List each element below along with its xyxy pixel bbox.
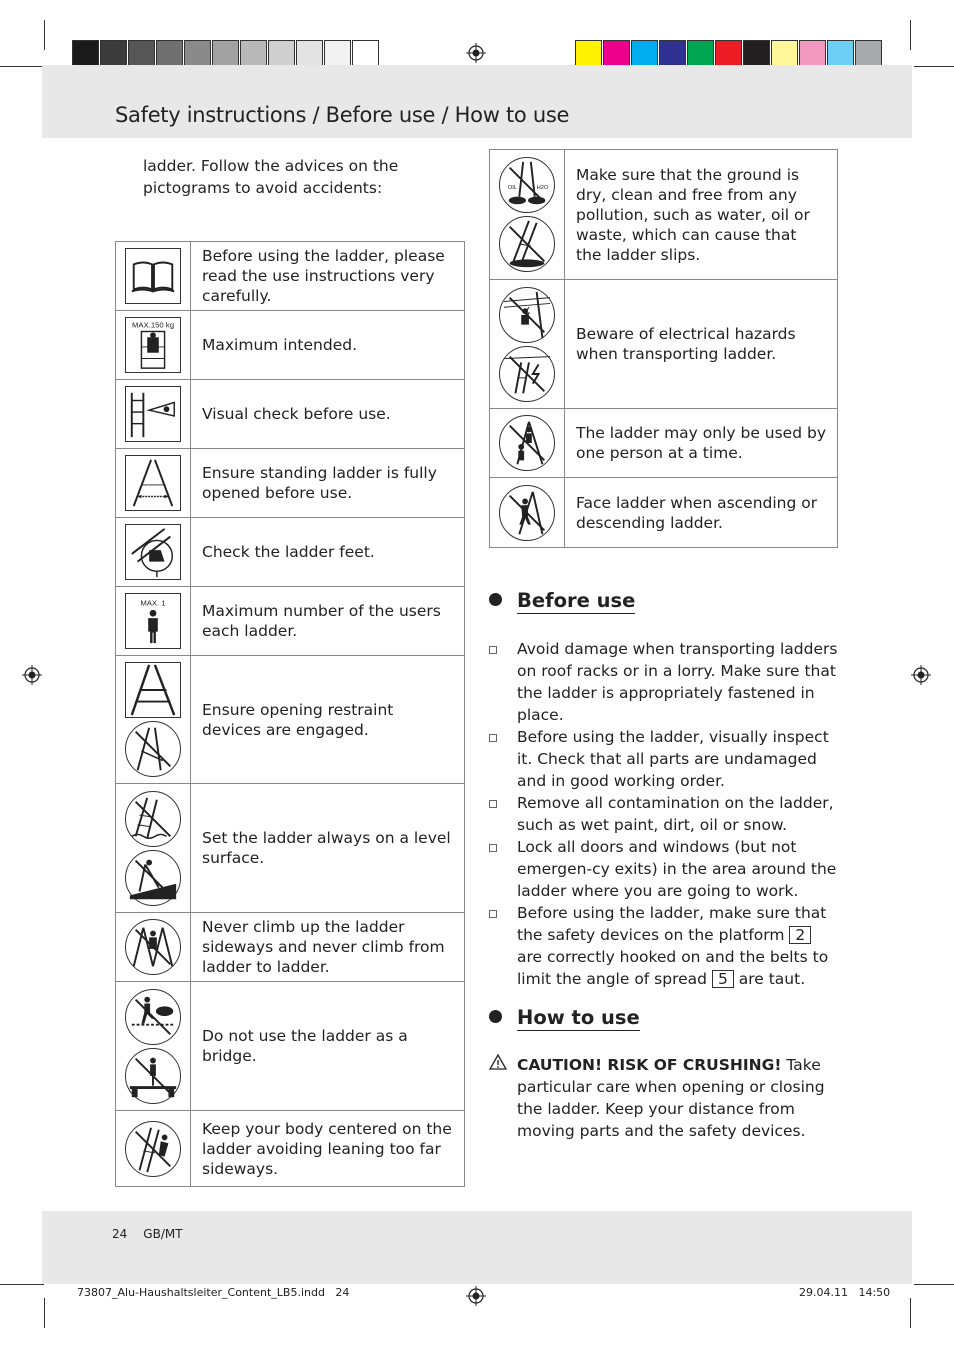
pictogram-description: Set the ladder always on a level surface. [191,784,465,913]
slope-prohibited-icon [125,850,181,906]
restraint-ok-icon [125,662,181,718]
list-item: Avoid damage when transporting ladders on roof racks or in a lorry. Make sure that the ladder is appropriately fastened in place. [489,638,839,726]
color-swatch [715,40,742,68]
page-footer [112,1227,183,1241]
table-row [116,913,465,982]
color-swatch [240,40,267,68]
pictogram-description: Ensure standing ladder is fully opened before use. [191,449,465,518]
max-users-icon [125,593,181,649]
back-facing-prohibited-icon [499,485,555,541]
pictogram-description: Face ladder when ascending or descending ladder. [565,478,838,548]
sideways-prohibited-icon [125,919,181,975]
color-swatch [743,40,770,68]
visual-check-icon [125,386,181,442]
pictogram-description: Make sure that the ground is dry, clean and free from any pollution, such as water, oil or waste, which can cause that the ladder slips. [565,150,838,280]
crop-mark [914,66,954,67]
table-row [116,311,465,380]
table-row [490,150,838,280]
part-reference: 2 [789,926,811,944]
pictogram-table-left [115,241,465,1187]
checkbox-square-icon [489,844,497,852]
color-swatch [212,40,239,68]
crop-mark [910,1298,911,1328]
pictogram-description: Visual check before use. [191,380,465,449]
book-icon [125,248,181,304]
uneven-ground-prohibited-icon [125,791,181,847]
color-swatch [631,40,658,68]
page-number: 24 [112,1227,128,1241]
color-swatch [771,40,798,68]
color-swatch [184,40,211,68]
caution-paragraph: CAUTION! RISK OF CRUSHING! Take particular care when opening or closing the ladder. Keep your distance from moving parts and the safety devices. [489,1054,839,1142]
process-color-bar [575,40,883,68]
max-users-label: MAX. 1 [140,598,166,608]
pictogram-description: Keep your body centered on the ladder avoiding leaning too far sideways. [191,1111,465,1187]
section-heading-before-use: Before use [489,589,635,612]
crop-mark [914,1284,954,1285]
color-swatch [128,40,155,68]
crop-mark [44,1298,45,1328]
opened-ladder-icon [125,455,181,511]
table-row [116,449,465,518]
pictogram-description: Check the ladder feet. [191,518,465,587]
color-swatch [687,40,714,68]
slug-filename: 73807_Alu-Haushaltsleiter_Content_LB5.indd 24 [77,1286,350,1299]
color-swatch [296,40,323,68]
color-swatch [156,40,183,68]
color-swatch [324,40,351,68]
registration-mark-icon [466,43,486,63]
max-load-icon [125,317,181,373]
registration-mark-icon [22,665,42,685]
crop-mark [0,1284,44,1285]
table-row [490,280,838,409]
table-row [116,518,465,587]
checkbox-square-icon [489,734,497,742]
color-swatch [575,40,602,68]
table-row [116,982,465,1111]
pictogram-description: Before using the ladder, please read the use instructions very carefully. [191,242,465,311]
bullet-dot-icon [489,593,502,606]
pictogram-description: Maximum intended. [191,311,465,380]
warning-triangle-icon [489,1054,507,1076]
color-swatch [100,40,127,68]
ladder-feet-icon [125,524,181,580]
two-persons-prohibited-icon [499,415,555,471]
pictogram-description: Do not use the ladder as a bridge. [191,982,465,1111]
table-row [116,656,465,784]
color-swatch [799,40,826,68]
bridge-prohibited-icon [125,989,181,1045]
list-item: Before using the ladder, visually inspect it. Check that all parts are undamaged and in good working order. [489,726,839,792]
table-row [116,587,465,656]
list-item: Before using the ladder, make sure that the safety devices on the platform 2 are correctly hooked on and the belts to limit the angle of spread 5 are taut. [489,902,839,990]
color-swatch [855,40,882,68]
pictogram-description: Beware of electrical hazards when transporting ladder. [565,280,838,409]
table-row [116,784,465,913]
electric-prohibited-icon [499,346,555,402]
crop-mark [44,20,45,50]
table-row [490,409,838,478]
registration-mark-icon [911,665,931,685]
crop-mark [0,66,44,67]
color-swatch [352,40,379,68]
pictogram-description: The ladder may only be used by one person at a time. [565,409,838,478]
checkbox-square-icon [489,646,497,654]
checkbox-square-icon [489,910,497,918]
registration-mark-icon [466,1286,486,1306]
max-load-label: MAX.150 kg [132,320,174,330]
gray-color-bar [72,40,380,68]
list-item: Remove all contamination on the ladder, such as wet paint, dirt, oil or snow. [489,792,839,836]
bridge-walk-prohibited-icon [125,1048,181,1104]
region-code: GB/MT [143,1227,183,1241]
footer-band [42,1211,912,1284]
bullet-dot-icon [489,1010,502,1023]
before-use-list [489,638,839,990]
checkbox-square-icon [489,800,497,808]
table-row [116,242,465,311]
pictogram-description: Ensure opening restraint devices are engaged. [191,656,465,784]
oil-water-prohibited-icon [499,157,555,213]
table-row [116,1111,465,1187]
slip-prohibited-icon [499,216,555,272]
color-swatch [603,40,630,68]
intro-text: ladder. Follow the advices on the pictograms to avoid accidents: [143,157,399,197]
power-line-prohibited-icon [499,287,555,343]
pictogram-description: Maximum number of the users each ladder. [191,587,465,656]
header-band [42,65,912,138]
restraint-prohibited-icon [125,721,181,777]
oil-label: OIL [507,184,518,191]
pictogram-table-right [489,149,838,548]
list-item: Lock all doors and windows (but not emergen-cy exits) in the area around the ladder where you are going to work. [489,836,839,902]
color-swatch [268,40,295,68]
table-row [116,380,465,449]
slug-date: 29.04.11 14:50 [799,1286,891,1299]
caution-label: CAUTION! RISK OF CRUSHING! [517,1056,782,1074]
crop-mark [910,20,911,50]
water-label: H2O [536,184,549,191]
part-reference: 5 [712,970,734,988]
section-heading-how-to-use: How to use [489,1006,640,1029]
color-swatch [827,40,854,68]
color-swatch [72,40,99,68]
leaning-prohibited-icon [125,1121,181,1177]
table-row [490,478,838,548]
pictogram-description: Never climb up the ladder sideways and never climb from ladder to ladder. [191,913,465,982]
color-swatch [659,40,686,68]
page-title: Safety instructions / Before use / How to use [115,103,570,127]
